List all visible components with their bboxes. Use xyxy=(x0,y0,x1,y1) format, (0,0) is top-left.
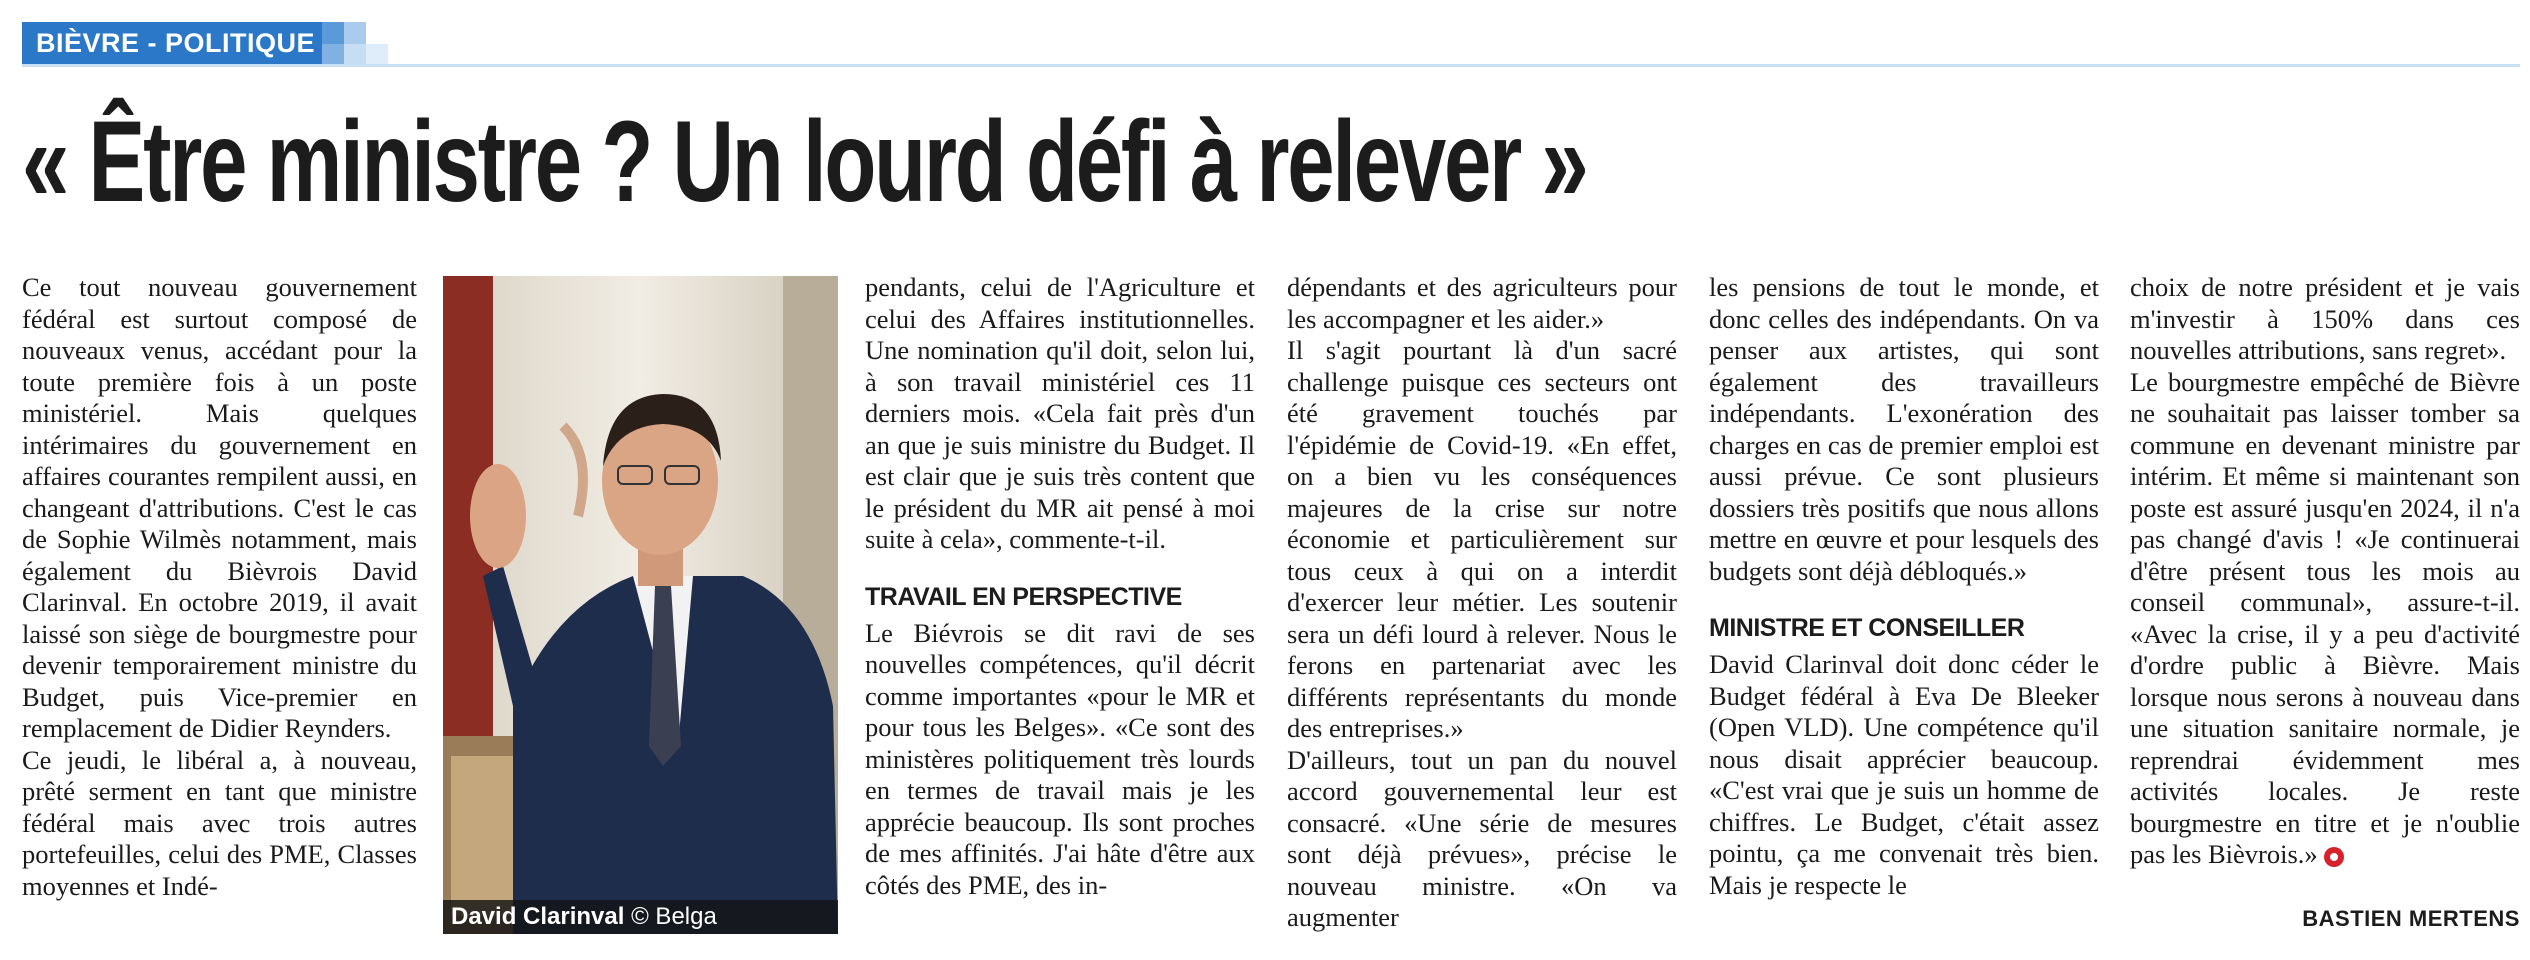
paragraph-last xyxy=(2130,367,2520,871)
article-end-icon xyxy=(2324,847,2344,867)
paragraph-text: Le bourgmestre empêché de Bièvre ne souhaitait pas laisser tomber sa commune en devenant ministre par intérim. Et même si maintenant son poste est assuré jusqu'en 2024, il n'a pas changé d'avis ! «Je continuerai d'être présent tous les mois au conseil communal», assure-t-il. «Avec la crise, il y a peu d'activité d'ordre public à Bièvre. Mais lorsque nous serons à nouveau dans une situation sanitaire normale, je reprendrai évidemment mes activités locales. Je reste bourgmestre en titre et je n'oublie pas les Bièvrois.» xyxy=(2130,366,2520,869)
column-4 xyxy=(1709,272,2099,901)
paragraph: Le Biévrois se dit ravi de ses nouvelles compétences, qu'il décrit comme importantes «pour le MR et pour tous les Belges». «Ce sont des ministères politiquement très lourds en termes de travail mais je les apprécie beaucoup. Ils sont proches de mes affinités. J'ai hâte d'être aux côtés des PME, des in- xyxy=(865,617,1255,900)
column-2 xyxy=(865,272,1255,901)
paragraph: D'ailleurs, tout un pan du nouvel accord gouvernemental leur est consacré. «Une série de mesures sont déjà prévues», précise le nouveau ministre. «On va augmenter xyxy=(1287,744,1677,932)
paragraph: dépendants et des agriculteurs pour les accompagner et les aider.» xyxy=(1287,272,1677,334)
subhead-travail: TRAVAIL EN PERSPECTIVE xyxy=(865,582,1182,611)
column-1 xyxy=(22,272,417,902)
column-3 xyxy=(1287,272,1677,934)
rubric-tail-decoration xyxy=(322,22,402,64)
caption-name: David Clarinval xyxy=(451,903,625,930)
headline: « Être ministre ? Un lourd défi à relever » xyxy=(22,98,1587,226)
portrait-photo xyxy=(443,276,838,934)
paragraph: Ce jeudi, le libéral a, à nouveau, prêté serment en tant que ministre fédéral mais avec trois autres portefeuilles, celui des PME, Classes moyennes et Indé- xyxy=(22,744,417,901)
paragraph: Il s'agit pourtant là d'un sacré challenge puisque ces secteurs ont été gravement touchés par l'épidémie de Covid-19. «En effet, on a bien vu les conséquences majeures de la crise sur notre économie et particulièrement sur tous ceux à qui on a interdit d'exercer leur métier. Les soutenir sera un défi lourd à relever. Nous le ferons en partenariat avec les différents représentants du monde des entreprises.» xyxy=(1287,335,1677,743)
paragraph: David Clarinval doit donc céder le Budget fédéral à Eva De Bleeker (Open VLD). Une compétence qu'il nous disait apprécier beaucoup. «C'est vrai que je suis un homme de chiffres. Le Budget, c'était assez pointu, ça me convenait très bien. Mais je respecte le xyxy=(1709,649,2099,900)
header-rule xyxy=(22,64,2520,67)
paragraph: les pensions de tout le monde, et donc celles des indépendants. On va penser aux artistes, qui sont également des travailleurs indépendants. L'exonération des charges en cas de premier emploi est aussi prévue. Ce sont plusieurs dossiers très positifs que nous allons mettre en œuvre et pour lesquels des budgets sont déjà débloqués.» xyxy=(1709,272,2099,586)
column-5 xyxy=(2130,272,2520,871)
paragraph: pendants, celui de l'Agriculture et celui des Affaires institutionnelles. Une nomination qu'il doit, selon lui, à son travail ministériel ces 11 derniers mois. «Cela fait près d'un an que je suis ministre du Budget. Il est clair que je suis très content que le président du MR ait pensé à moi suite à cela», commente-t-il. xyxy=(865,272,1255,554)
paragraph: choix de notre président et je vais m'investir à 150% dans ces nouvelles attributions, sans regret». xyxy=(2130,272,2520,365)
paragraph: Ce tout nouveau gouvernement fédéral est surtout composé de nouveaux venus, accédant pour la toute première fois à un poste ministériel. Mais quelques intérimaires du gouvernement en affaires courantes rempilent aussi, en changeant d'attributions. C'est le cas de Sophie Wilmès notamment, mais également du Bièvrois David Clarinval. En octobre 2019, il avait laissé son siège de bourgmestre pour devenir temporairement ministre du Budget, puis Vice-premier en remplacement de Didier Reynders. xyxy=(22,272,417,743)
photo-caption xyxy=(443,900,838,934)
section-rubric: BIÈVRE - POLITIQUE xyxy=(22,22,341,64)
subhead-ministre: MINISTRE ET CONSEILLER xyxy=(1709,614,2025,642)
caption-credit: © Belga xyxy=(631,903,717,930)
byline: BASTIEN MERTENS xyxy=(2302,906,2520,931)
